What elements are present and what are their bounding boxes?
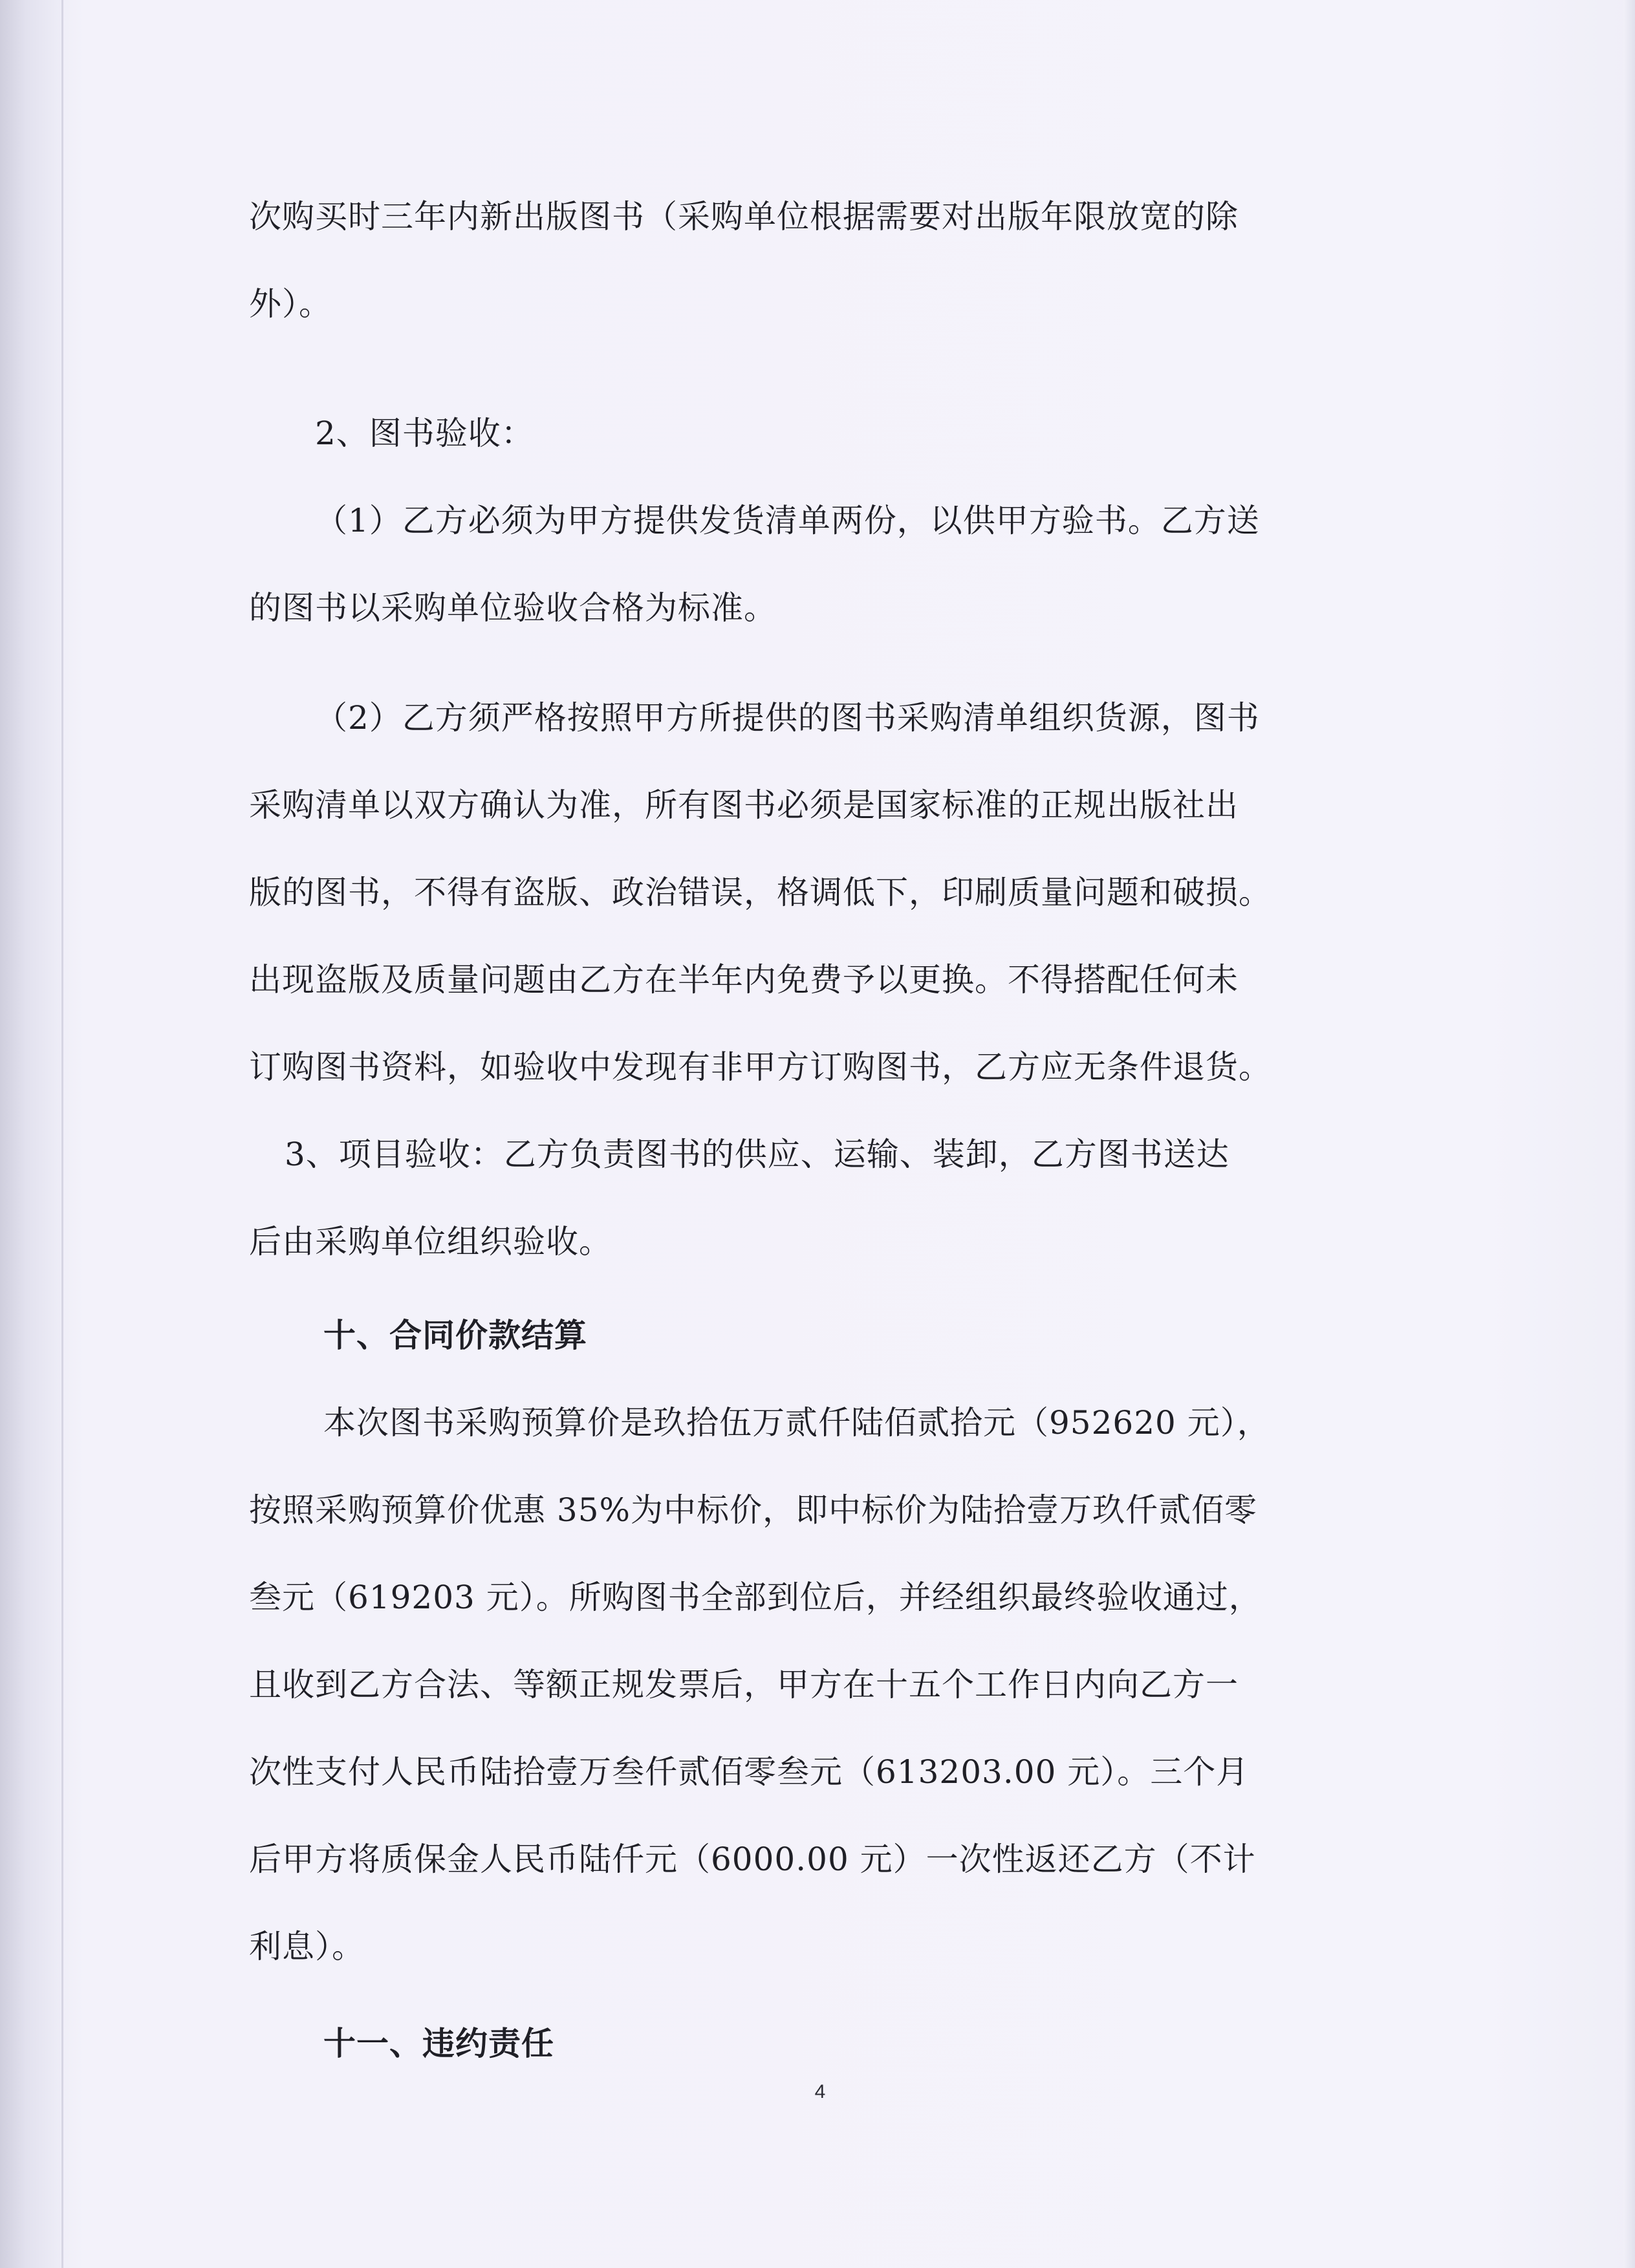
text-line: 按照采购预算价优惠 35%为中标价，即中标价为陆拾壹万玖仟贰佰零	[249, 1491, 1258, 1529]
page-right-edge	[1623, 0, 1635, 2268]
section-heading-settlement: 十、合同价款结算	[323, 1317, 587, 1354]
text-line: 出现盗版及质量问题由乙方在半年内免费予以更换。不得搭配任何未	[249, 961, 1239, 999]
text-line: 后甲方将质保金人民币陆仟元（6000.00 元）一次性返还乙方（不计	[249, 1841, 1256, 1878]
section-heading-liability: 十一、违约责任	[323, 2025, 554, 2062]
subsection-heading: 2、图书验收：	[315, 415, 534, 452]
text-line: 外）。	[249, 285, 332, 323]
text-line: 采购清单以双方确认为准，所有图书必须是国家标准的正规出版社出	[249, 786, 1239, 824]
text-line: 叁元（619203 元）。所购图书全部到位后，并经组织最终验收通过，	[249, 1579, 1262, 1616]
text-line: （2）乙方须严格按照甲方所提供的图书采购清单组织货源，图书	[315, 699, 1260, 737]
text-line: 利息）。	[249, 1928, 365, 1965]
text-line: （1）乙方必须为甲方提供发货清单两份，以供甲方验书。乙方送	[315, 502, 1260, 539]
binding-edge	[0, 0, 63, 2268]
page-number: 4	[814, 2081, 826, 2102]
text-line: 次性支付人民币陆拾壹万叁仟贰佰零叁元（613203.00 元）。三个月	[249, 1753, 1250, 1791]
text-line: 次购买时三年内新出版图书（采购单位根据需要对出版年限放宽的除	[249, 198, 1239, 235]
text-line: 订购图书资料，如验收中发现有非甲方订购图书，乙方应无条件退货。	[249, 1048, 1272, 1086]
text-line: 3、项目验收：乙方负责图书的供应、运输、装卸，乙方图书送达	[285, 1136, 1229, 1173]
text-line: 版的图书，不得有盗版、政治错误，格调低下，印刷质量问题和破损。	[249, 874, 1272, 911]
text-line: 后由采购单位组织验收。	[249, 1223, 612, 1260]
text-line: 的图书以采购单位验收合格为标准。	[249, 589, 777, 627]
text-line: 本次图书采购预算价是玖拾伍万贰仟陆佰贰拾元（952620 元），	[323, 1404, 1270, 1442]
text-line: 且收到乙方合法、等额正规发票后，甲方在十五个工作日内向乙方一	[249, 1666, 1239, 1703]
